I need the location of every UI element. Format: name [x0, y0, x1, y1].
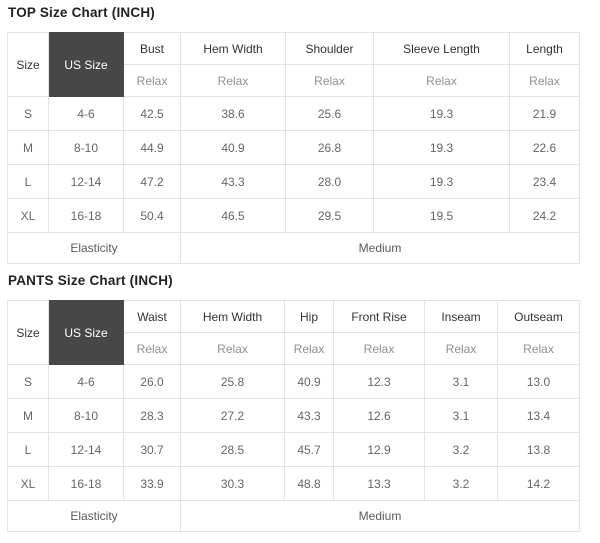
value-cell: 19.3: [374, 165, 510, 199]
elasticity-value-cell: Medium: [181, 501, 580, 532]
pants-us-size-corner-header: US Size: [49, 301, 124, 365]
us-size-cell: 16-18: [49, 467, 124, 501]
size-cell: S: [8, 97, 49, 131]
top-column-header-bust: Bust: [124, 33, 181, 65]
value-cell: 26.0: [124, 365, 181, 399]
pants-column-header-front-rise: Front Rise: [334, 301, 425, 333]
pants-row-s: [8, 365, 580, 399]
us-size-cell: 4-6: [49, 97, 124, 131]
pants-column-header-waist: Waist: [124, 301, 181, 333]
value-cell: 45.7: [285, 433, 334, 467]
pants-header-row: [8, 301, 580, 333]
value-cell: 14.2: [498, 467, 580, 501]
value-cell: 12.3: [334, 365, 425, 399]
value-cell: 40.9: [285, 365, 334, 399]
pants-fit-cell: Relax: [285, 333, 334, 365]
size-cell: XL: [8, 467, 49, 501]
top-column-header-hem-width: Hem Width: [181, 33, 286, 65]
value-cell: 38.6: [181, 97, 286, 131]
pants-size-corner-header: Size: [8, 301, 49, 365]
top-row-xl: [8, 199, 580, 233]
value-cell: 13.3: [334, 467, 425, 501]
pants-chart-title: PANTS Size Chart (INCH): [8, 273, 173, 288]
size-cell: XL: [8, 199, 49, 233]
value-cell: 43.3: [181, 165, 286, 199]
value-cell: 26.8: [286, 131, 374, 165]
value-cell: 27.2: [181, 399, 285, 433]
value-cell: 12.9: [334, 433, 425, 467]
top-us-size-corner-header: US Size: [49, 33, 124, 97]
top-fit-cell: Relax: [510, 65, 580, 97]
size-cell: L: [8, 433, 49, 467]
pants-fit-cell: Relax: [181, 333, 285, 365]
top-fit-cell: Relax: [374, 65, 510, 97]
value-cell: 30.7: [124, 433, 181, 467]
us-size-cell: 12-14: [49, 433, 124, 467]
us-size-cell: 4-6: [49, 365, 124, 399]
pants-column-header-hem-width: Hem Width: [181, 301, 285, 333]
top-column-header-length: Length: [510, 33, 580, 65]
top-size-corner-header: Size: [8, 33, 49, 97]
us-size-cell: 8-10: [49, 131, 124, 165]
value-cell: 46.5: [181, 199, 286, 233]
pants-fit-cell: Relax: [124, 333, 181, 365]
size-cell: M: [8, 399, 49, 433]
elasticity-value-cell: Medium: [181, 233, 580, 264]
top-header-row: [8, 33, 580, 65]
pants-column-header-outseam: Outseam: [498, 301, 580, 333]
top-chart-title: TOP Size Chart (INCH): [8, 5, 155, 20]
value-cell: 19.3: [374, 97, 510, 131]
pants-column-header-hip: Hip: [285, 301, 334, 333]
pants-row-m: [8, 399, 580, 433]
top-elasticity-row: [8, 233, 580, 264]
value-cell: 28.5: [181, 433, 285, 467]
pants-fit-cell: Relax: [334, 333, 425, 365]
value-cell: 47.2: [124, 165, 181, 199]
value-cell: 23.4: [510, 165, 580, 199]
pants-elasticity-row: [8, 501, 580, 532]
value-cell: 13.8: [498, 433, 580, 467]
top-fit-cell: Relax: [286, 65, 374, 97]
top-row-s: [8, 97, 580, 131]
value-cell: 13.0: [498, 365, 580, 399]
pants-row-xl: [8, 467, 580, 501]
us-size-cell: 12-14: [49, 165, 124, 199]
value-cell: 3.1: [425, 365, 498, 399]
value-cell: 44.9: [124, 131, 181, 165]
value-cell: 19.5: [374, 199, 510, 233]
value-cell: 48.8: [285, 467, 334, 501]
top-row-l: [8, 165, 580, 199]
pants-fit-cell: Relax: [425, 333, 498, 365]
value-cell: 24.2: [510, 199, 580, 233]
value-cell: 3.1: [425, 399, 498, 433]
top-column-header-shoulder: Shoulder: [286, 33, 374, 65]
top-row-m: [8, 131, 580, 165]
value-cell: 43.3: [285, 399, 334, 433]
value-cell: 42.5: [124, 97, 181, 131]
pants-column-header-inseam: Inseam: [425, 301, 498, 333]
us-size-cell: 8-10: [49, 399, 124, 433]
value-cell: 19.3: [374, 131, 510, 165]
size-cell: S: [8, 365, 49, 399]
pants-fit-cell: Relax: [498, 333, 580, 365]
elasticity-label-cell: Elasticity: [8, 501, 181, 532]
top-size-chart-table: [7, 32, 580, 264]
value-cell: 30.3: [181, 467, 285, 501]
value-cell: 50.4: [124, 199, 181, 233]
value-cell: 22.6: [510, 131, 580, 165]
value-cell: 25.6: [286, 97, 374, 131]
value-cell: 29.5: [286, 199, 374, 233]
value-cell: 25.8: [181, 365, 285, 399]
size-cell: M: [8, 131, 49, 165]
value-cell: 12.6: [334, 399, 425, 433]
value-cell: 40.9: [181, 131, 286, 165]
value-cell: 3.2: [425, 433, 498, 467]
us-size-cell: 16-18: [49, 199, 124, 233]
value-cell: 21.9: [510, 97, 580, 131]
top-fit-cell: Relax: [124, 65, 181, 97]
elasticity-label-cell: Elasticity: [8, 233, 181, 264]
value-cell: 13.4: [498, 399, 580, 433]
value-cell: 3.2: [425, 467, 498, 501]
value-cell: 28.3: [124, 399, 181, 433]
size-cell: L: [8, 165, 49, 199]
pants-row-l: [8, 433, 580, 467]
pants-size-chart-table: [7, 300, 580, 532]
top-column-header-sleeve-length: Sleeve Length: [374, 33, 510, 65]
value-cell: 33.9: [124, 467, 181, 501]
top-fit-cell: Relax: [181, 65, 286, 97]
value-cell: 28.0: [286, 165, 374, 199]
